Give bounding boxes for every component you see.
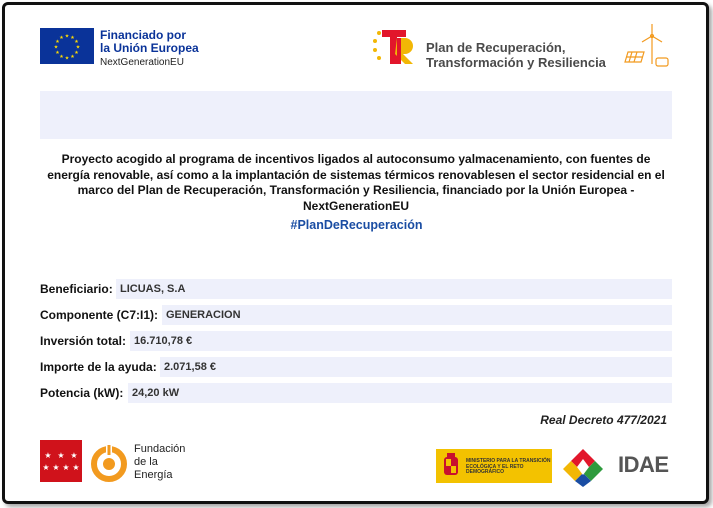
- hashtag: #PlanDeRecuperación: [290, 218, 423, 232]
- eu-star: ★: [59, 54, 64, 60]
- eu-star: ★: [64, 33, 70, 40]
- idae-text: IDAE: [618, 452, 669, 477]
- decree-reference: Real Decreto 477/2021: [540, 413, 667, 427]
- field-label: Beneficiario:: [40, 282, 113, 296]
- prtr-logo-icon: [370, 24, 418, 68]
- wind-solar-icon: [622, 22, 672, 70]
- eu-star: ★: [70, 35, 75, 41]
- idae-logo-icon: [561, 447, 605, 487]
- field-importe: [40, 356, 216, 378]
- svg-text:★: ★: [62, 463, 70, 472]
- field-label: Importe de la ayuda:: [40, 360, 157, 374]
- eu-line-2: la Unión Europea: [100, 41, 199, 55]
- field-value: 16.710,78 €: [130, 331, 672, 351]
- eu-star: ★: [55, 50, 60, 56]
- eu-line-1: Financiado por: [100, 28, 187, 42]
- eu-star: ★: [74, 39, 79, 45]
- poster-frame: [2, 2, 709, 504]
- eu-funding-text: [100, 29, 199, 68]
- svg-text:★: ★: [44, 451, 52, 460]
- eu-star: ★: [75, 44, 81, 51]
- project-description: Proyecto acogido al programa de incentivos ligados al autoconsumo yalmacenamiento, con fuentes de energía renovable, así como a la implantación de sistemas térmicos renovablesen el sector residencial en el marco del Plan de Recuperación, Transformación y Resiliencia, financiado por la Unión Europea - NextGenerationEU: [47, 152, 665, 213]
- field-value: LICUAS, S.A: [116, 279, 672, 299]
- fundacion-energia-logo-icon: [89, 442, 129, 482]
- prtr-line-1: Plan de Recuperación,: [426, 40, 566, 55]
- field-value: GENERACION: [162, 305, 672, 325]
- eu-star: ★: [70, 54, 75, 60]
- eu-star: ★: [64, 55, 70, 62]
- field-value: 2.071,58 €: [160, 357, 672, 377]
- fundacion-line-1: Fundación: [134, 443, 186, 455]
- eu-star: ★: [59, 35, 64, 41]
- svg-text:★: ★: [42, 463, 50, 472]
- eu-flag-icon: [40, 28, 94, 64]
- field-potencia: [40, 382, 180, 404]
- spain-coat-of-arms-icon: [440, 453, 462, 479]
- prtr-text: [426, 40, 606, 70]
- comunidad-madrid-flag-icon: [40, 440, 82, 482]
- blank-header-box: [40, 91, 672, 139]
- field-label: Componente (C7:I1):: [40, 308, 158, 322]
- svg-text:★: ★: [57, 451, 65, 460]
- field-label: Potencia (kW):: [40, 386, 124, 400]
- svg-text:★: ★: [70, 451, 78, 460]
- fundacion-line-3: Energía: [134, 469, 173, 481]
- ministerio-text: MINISTERIO PARA LA TRANSICIÓN ECOLÓGICA Y EL RETO DEMOGRÁFICO: [466, 458, 551, 475]
- eu-star: ★: [74, 50, 79, 56]
- eu-line-3: NextGenerationEU: [100, 57, 184, 68]
- field-componente: [40, 304, 241, 326]
- svg-text:★: ★: [52, 463, 60, 472]
- prtr-line-2: Transformación y Resiliencia: [426, 55, 606, 70]
- field-value: 24,20 kW: [128, 383, 672, 403]
- fundacion-line-2: de la: [134, 456, 158, 468]
- svg-text:★: ★: [72, 463, 80, 472]
- field-beneficiario: [40, 278, 186, 300]
- field-inversion: [40, 330, 193, 352]
- fundacion-text: [134, 443, 185, 482]
- eu-star: ★: [53, 44, 59, 51]
- ministerio-logo: [436, 449, 552, 483]
- field-label: Inversión total:: [40, 334, 127, 348]
- eu-star: ★: [55, 39, 60, 45]
